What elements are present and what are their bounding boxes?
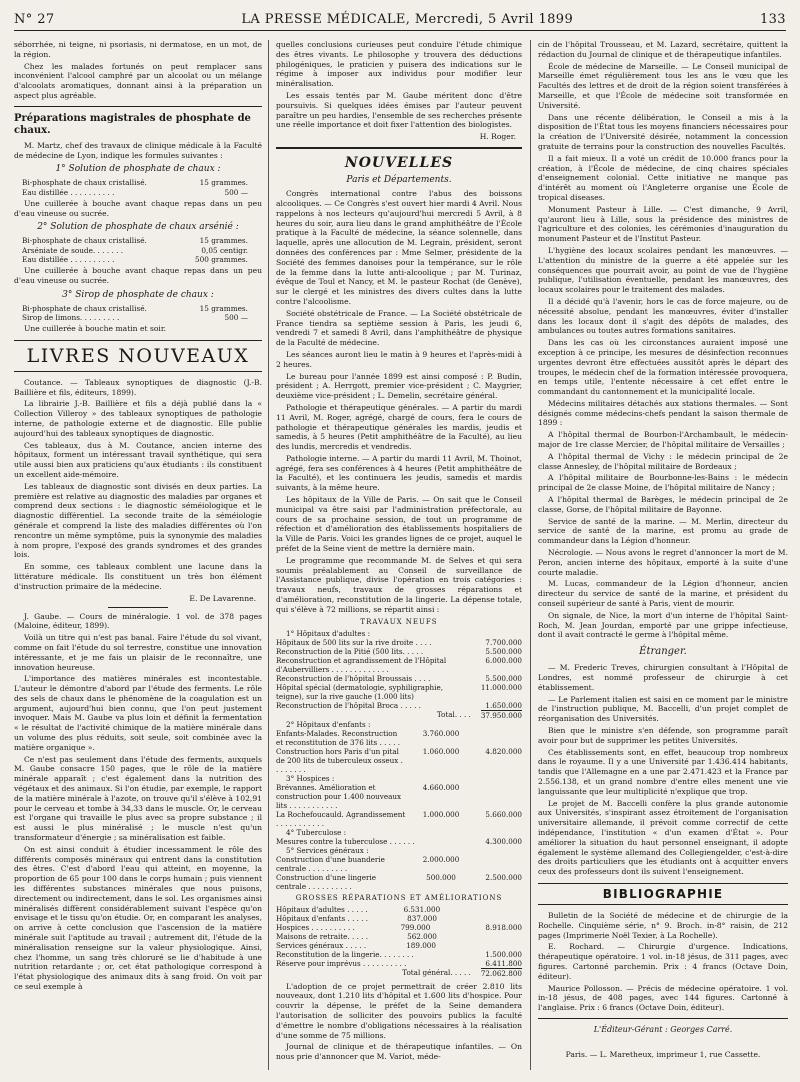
table-value: 4.820.000 bbox=[485, 746, 522, 756]
table-total-value: 37.950.000 bbox=[480, 710, 522, 720]
formula-ingredient: Bi-phosphate de chaux cristallisé. bbox=[22, 303, 147, 313]
formula bbox=[22, 304, 262, 322]
section-rule bbox=[276, 147, 522, 149]
table-value bbox=[476, 932, 522, 941]
table-value bbox=[476, 905, 522, 914]
table-row bbox=[276, 656, 522, 674]
news-item: Les hôpitaux de la Ville de Paris. — On sait que le Conseil municipal va être saisi par l'administration préfectorale, au cours de sa prochaine session, de tout un programme de réfection et d'amélioration des établissements hospitaliers de la Ville de Paris. Voici les grandes lignes de ce projet, auquel le préfet de la Seine vient de mettre la dernière main. bbox=[276, 495, 522, 554]
table-value: 1.060.000 bbox=[422, 746, 460, 756]
news-item: Pathologie interne. — A partir du mardi 11 Avril, M. Thoinot, agrégé, fera ses conférences à 4 heures (Petit amphithéâtre de la Faculté), et les continuera les jeudis, samedis et mardis suivants, à la même heure. bbox=[276, 453, 522, 493]
bibliography-entry: Maurice Pollosson. — Précis de médecine opératoire. 1 vol. in-18 jésus, de 408 pages, avec 144 figures. Cartonné à l'anglaise. Prix : 6 francs (Octave Doin, éditeur). bbox=[538, 983, 788, 1013]
news-item: Pathologie et thérapeutique générales. — A partir du mardi 11 Avril, M. Roger, agrégé, chargé de cours, fera le cours de pathologie et thérapeutique générales les mardis, jeudis et samedis, à 5 heures (Petit amphithéâtre de la Faculté), au lieu des lundis, mercredis et vendredis. bbox=[276, 402, 522, 452]
formula-note: Une cuillerée à bouche matin et soir. bbox=[24, 323, 167, 333]
table-value bbox=[476, 914, 522, 923]
formula-amount: 15 grammes. bbox=[199, 303, 248, 313]
table-section: 4° Tuberculose : bbox=[286, 827, 347, 837]
table-label: Reconstitution de la lingerie. . . . . . . . bbox=[276, 949, 414, 959]
table-value: 5.660.000 bbox=[485, 809, 522, 819]
table-value: 3.760.000 bbox=[422, 728, 460, 738]
news-item: Le bureau pour l'année 1899 est ainsi composé : P. Budin, président ; A. Herrgott, premier vice-président ; C. Maygrier, deuxième vice-président ; L. Demelin, secrétaire général. bbox=[276, 371, 522, 401]
review-paragraph: On est ainsi conduit à étudier incessamment le rôle des différents composés minéraux qui entrent dans la constitution des êtres. C'est d'abord l'eau qui atteint, en moyenne, la proportion de 65 pour 100 dans le corps humain ; puis viennent les différentes substances minérales que nous puisons, directement ou indirectement, dans le sol. Les organismes ainsi minéralisés diffèrent considérablement suivant l'espèce qu'on envisage et le tissu qu'on étudie. Or, en comparant les analyses, on arrive à cette conclusion que l'ascension de la matière minérale suit l'aptitude au travail ; autrement dit, l'étude de la minéralisation renseigne sur la valeur physiologique. Ainsi, chez l'homme, un sang très chloruré se lie d'habitude à une nutrition retardante ; or, cet état pathologique correspond à l'état physiologique des animaux dits à sang froid. On voit par ce seul exemple à bbox=[14, 844, 262, 991]
table-label: La Rochefoucauld. Agrandissement . . . . . . . . . . . bbox=[276, 809, 406, 828]
table-value: 2.000.000 bbox=[422, 854, 460, 864]
table-value: 1.650.000 bbox=[485, 700, 522, 710]
table-row bbox=[276, 941, 522, 950]
table-label: Construction hors Paris d'un pital de 200 lits de tuberculeux osseux . . . . . . . . bbox=[276, 746, 403, 774]
table-total-label: Total. . . . bbox=[436, 709, 471, 719]
table-row bbox=[276, 855, 522, 873]
table-value: 500.000 bbox=[426, 872, 456, 882]
review-paragraph: Les tableaux de diagnostic sont divisés en deux parties. La première est relative au diagnostic des maladies par organes et comprend deux sections : le diagnostic séméiologique et le diagnostic différentiel. La seconde traite de la séméiologie générale et comprend la liste des maladies différentes où l'on rencontre un même symptôme, puis la synonymie des maladies à nom propre, l'exposé des grands syndromes et des grandes lois. bbox=[14, 481, 262, 560]
formula-ingredient: Eau distillée . . . . . . . . . . bbox=[22, 254, 115, 264]
table-label: Reconstruction de l'hôpital Broussais . . . . bbox=[276, 673, 431, 683]
table-value: 4.300.000 bbox=[485, 836, 522, 846]
table-row bbox=[276, 701, 522, 710]
bibliography-entry: E. Rochard. — Chirurgie d'urgence. Indications, thérapeutique opératoire. 1 vol. in-18 jésus, de 311 pages, avec figures. Cartonné parchemin. Prix : 4 francs (Octave Doin, éditeur). bbox=[538, 942, 788, 981]
table-row bbox=[276, 923, 522, 932]
table-value: 6.000.000 bbox=[485, 655, 522, 665]
formula-note: Une cuillerée à bouche avant chaque repas dans un peu d'eau vineuse ou sucrée. bbox=[14, 265, 262, 285]
formula-ingredient: Bi-phosphate de chaux cristallisé. bbox=[22, 178, 147, 188]
news-item: On signale, de Nice, la mort d'un interne de l'hôpital Saint-Roch, M. Jean Jourdan, emporté par une grippe infectieuse, dont il avait contracté le germe à l'hôpital même. bbox=[538, 610, 788, 640]
table-value bbox=[476, 855, 522, 873]
table-total-label: Total général. . . . . bbox=[402, 967, 471, 977]
table-label: Services généraux . . . . . bbox=[276, 940, 367, 950]
table-value: 4.660.000 bbox=[422, 782, 460, 792]
table-value: 6.411.800 bbox=[485, 958, 522, 968]
table-label: Hôpitaux d'enfants . . . . . bbox=[276, 913, 369, 923]
section-heading: Préparations magistrales de phosphate de chaux. bbox=[14, 112, 251, 136]
formula-note: Une cuillerée à bouche avant chaque repas dans un peu d'eau vineuse ou sucrée. bbox=[14, 198, 262, 218]
review-paragraph: L'importance des matières minérales est incontestable. L'auteur le démontre d'abord par l'étude des ferments. Le rôle des sels de chaux dans le phénomène de la coagulation est un argument, aujourd'hui bien connu, que l'on peut justement invoquer. Mais M. Gaube va plus loin et définit la fermentation « le résultat de l'activité chimique de la matière minérale dans un volume des plus réduits, soit seule, soit combinée avec la matière organique ». bbox=[14, 674, 262, 752]
separator bbox=[108, 607, 168, 608]
news-item: Les séances auront lieu le matin à 9 heures et l'après-midi à 2 heures. bbox=[276, 349, 522, 369]
subsection-heading: Paris et Départements. bbox=[346, 175, 452, 186]
formula-amount: 500 — bbox=[224, 187, 248, 197]
news-item: École de médecine de Marseille. — Le Conseil municipal de Marseille émet régulièrement tous les ans le vœu que les Facultés des lettres et de droit de la région soient transférées à Marseille, et que l'École de médecine soit transformée en Université. bbox=[538, 61, 788, 110]
news-item: A l'hôpital thermal de Bourbon-l'Archambault, le médecin-major de 1re classe Mercier, de l'hôpital militaire de Versailles ; bbox=[538, 430, 788, 450]
nouvelles-heading: NOUVELLES bbox=[344, 155, 454, 172]
table-value: 5.500.000 bbox=[485, 646, 522, 656]
table-label: Construction d'une lingerie centrale . . . . . . . . . . bbox=[276, 872, 376, 891]
table-value: 1.000.000 bbox=[422, 809, 460, 819]
paragraph: Chez les malades fortunés on peut remplacer sans inconvénient l'alcool camphré par un alcoolat ou un mélange d'alcoolats aromatiques, donnant ainsi à la préparation un aspect plus agréable. bbox=[14, 61, 262, 100]
formula-ingredient: Sirop de limons. . . . . . . . . bbox=[22, 312, 120, 322]
table-title: TRAVAUX NEUFS bbox=[360, 617, 438, 626]
livres-nouveaux-heading: LIVRES NOUVEAUX bbox=[14, 340, 262, 372]
formula-amount: 15 grammes. bbox=[199, 236, 248, 246]
formula-amount: 500 — bbox=[224, 312, 248, 322]
table-label: Brévannes. Amélioration et construction pour 1.400 nouveaux lits . . . . . . . . . . . bbox=[276, 782, 402, 810]
table-row bbox=[276, 747, 522, 774]
printer-line: Paris. — L. Maretheux, imprimeur 1, rue Cassette. bbox=[565, 1050, 761, 1059]
table-section: 3° Hospices : bbox=[286, 773, 335, 783]
section-rule bbox=[14, 106, 262, 107]
review-paragraph: Ces tableaux, dus à M. Coutance, ancien interne des hôpitaux, forment un intéressant travail synthétique, qui sera utile aussi bien aux praticiens qu'aux étudiants : ils constituent un excellent aide-mémoire. bbox=[14, 440, 262, 479]
formula-amount: 0,05 centigr. bbox=[201, 245, 248, 255]
column-divider bbox=[268, 40, 269, 1070]
table-label: Hôpital spécial (dermatologie, syphiligraphie, teigne), sur la rive gauche (1.000 lits) bbox=[276, 682, 444, 701]
table-value: 837.000 bbox=[407, 913, 437, 923]
header-rule bbox=[14, 30, 786, 31]
paragraph: M. Martz, chef des travaux de clinique médicale à la Faculté de médecine de Lyon, indique les formules suivantes : bbox=[14, 140, 262, 160]
bibliography-entry: Bulletin de la Société de médecine et de chirurgie de la Rochelle. Cinquième série, n° 9. Broch. in-8° raisin, de 212 pages (Imprimerie Noël Texier, à La Rochelle). bbox=[538, 910, 788, 940]
table-value: 2.500.000 bbox=[485, 872, 522, 882]
table-label: Hospices . . . . . . . . . . bbox=[276, 922, 355, 932]
bibliographie-heading: BIBLIOGRAPHIE bbox=[538, 883, 788, 905]
review-paragraph: Ce n'est pas seulement dans l'étude des ferments, auxquels M. Gaube consacre 150 pages, que le rôle de la matière minérale apparaît ; c'est également dans la nutrition des végétaux et des animaux. Si l'on étudie, par exemple, le rapport de la matière minérale à l'azote, on trouve qu'il s'élève à 102,91 pour le cerveau et tombe à 34,33 dans le muscle. Or, le cerveau est l'organe qui travaille le plus avec sa propre substance ; il est aussi le plus minéralisé ; le muscle n'est qu'un transformateur d'énergie ; sa minéralisation est faible. bbox=[14, 754, 262, 843]
paragraph: Les essais tentés par M. Gaube méritent donc d'être poursuivis. Si quelques idées émises par l'auteur peuvent paraître un peu hardies, l'ensemble de ses recherches présente une réelle importance et doit fixer l'attention des biologistes. bbox=[276, 90, 522, 130]
review-paragraph: La librairie J.-B. Baillière et fils a déjà publié dans la « Collection Villeroy » des tableaux synoptiques de pathologie interne, de pathologie externe et de diagnostic. Elle publie aujourd'hui des tableaux synoptiques de diagnostic. bbox=[14, 399, 262, 438]
table-value: 1.500.000 bbox=[485, 949, 522, 959]
table-label: Reconstruction et agrandissement de l'Hôpital d'Aubervilliers . . . . . . . . . . . . . bbox=[276, 655, 447, 674]
table-label: Hôpitaux de 500 lits sur la rive droite . . . . bbox=[276, 637, 432, 647]
table-label: Maisons de retraite. . . . . bbox=[276, 931, 369, 941]
review-paragraph: J. Gaube. — Cours de minéralogie. 1 vol. de 378 pages (Maloine, éditeur, 1899). bbox=[14, 611, 262, 631]
review-paragraph: En somme, ces tableaux comblent une lacune dans la littérature médicale. Ils constituent un très bon élément d'instruction primaire de la médecine. bbox=[14, 562, 262, 591]
news-item: L'adoption de ce projet permettrait de créer 2.810 lits nouveaux, dont 1.210 lits d'hôpital et 1.600 lits d'hospice. Pour couvrir la dépense, le préfet de la Seine demandera l'autorisation de solliciter des pouvoirs publics la faculté d'émettre le nombre d'obligations nécessaires à la réalisation d'une somme de 75 millions. bbox=[276, 981, 522, 1040]
formula-ingredient: Bi-phosphate de chaux cristallisé. bbox=[22, 236, 147, 246]
table-label: Construction d'une buanderie centrale . . . . . . . . . bbox=[276, 854, 385, 873]
table-row bbox=[276, 783, 522, 810]
formula-title: 3° Sirop de phosphate de chaux : bbox=[62, 289, 214, 300]
table-value: 11.000.000 bbox=[480, 682, 522, 692]
table-section: 1° Hôpitaux d'adultes : bbox=[286, 628, 371, 638]
news-item: Dans les cas où les circonstances auraient imposé une exception à ce principe, les mesures de désinfection reconnues urgentes devront être effectuées aussitôt après le départ des troupes, le médecin chef de la formation intéressée provoquera, en temps utile, l'entente nécessaire à cet effet entre le commandant du cantonnement et la municipalité locale. bbox=[538, 338, 788, 397]
repairs-table bbox=[276, 905, 522, 978]
table-label: Reconstruction de la Pitié (500 lits. . . . . bbox=[276, 646, 424, 656]
news-item: M. Lucas, commandeur de la Légion d'honneur, ancien directeur du service de santé de la marine, et président du conseil supérieur de santé à Paris, vient de mourir. bbox=[538, 579, 788, 609]
news-item: cin de l'hôpital Trousseau, et M. Lazard, secrétaire, quittent la rédaction du Journal de clinique et de thérapeutique infantiles. bbox=[538, 40, 788, 59]
news-item: L'hygiène des locaux scolaires pendant les manœuvres. — L'attention du ministre de la guerre a été appelée sur les conséquences que pourrait avoir, au point de vue de l'hygiène publique, l'utilisation éventuelle, pendant les manœuvres, des locaux scolaires pour le traitement des malades. bbox=[538, 245, 788, 295]
table-value: 7.700.000 bbox=[485, 637, 522, 647]
formula-ingredient: Arséniate de soude. . . . . . . bbox=[22, 245, 124, 255]
table-row bbox=[276, 932, 522, 941]
news-item: Société obstétricale de France. — La Société obstétricale de France tiendra sa septième session à Paris, les jeudi 6, vendredi 7 et samedi 8 Avril, dans l'amphithéâtre de physique de la Faculté de médecine. bbox=[276, 308, 522, 348]
budget-table bbox=[276, 629, 522, 891]
table-total bbox=[276, 968, 522, 978]
news-item: Bien que le ministre s'en défende, son programme paraît avoir pour but de supprimer les petites Universités. bbox=[538, 726, 788, 745]
news-item: — M. Frederic Treves, chirurgien consultant à l'Hôpital de Londres, est nommé professeur de chirurgie à cet établissement. bbox=[538, 663, 788, 692]
news-item: Ces établissements sont, en effet, beaucoup trop nombreux dans le royaume. Il y a une Université par 1.436.414 habitants, tandis que l'Allemagne en a une par 2.471.423 et la France par 2.556.138, et un grand nombre d'entre elles menent une vie languissante que leur multiplicité n'explique que trop. bbox=[538, 747, 788, 796]
table-row bbox=[276, 905, 522, 914]
table-row bbox=[276, 914, 522, 923]
column-divider bbox=[530, 40, 531, 1070]
news-item: Monument Pasteur à Lille. — C'est dimanche, 9 Avril, qu'auront lieu à Lille, sous la présidence des ministres de l'agriculture et des colonies, les cérémonies d'inauguration du monument Pasteur et de l'Institut Pasteur. bbox=[538, 204, 788, 244]
table-label: Reconstruction de l'hôpital Broca . . . . . bbox=[276, 700, 421, 710]
news-item: Congrès international contre l'abus des boissons alcooliques. — Ce Congrès s'est ouvert hier mardi 4 Avril. Nous rappelons à nos lecteurs qu'aujourd'hui mercredi 5 Avril, à 8 heures du soir, aura lieu dans le grand amphithéâtre de l'École pratique à la Faculté de médecine, la séance solennelle, dans laquelle, après une allocution de M. Legrain, président, seront données des conférences par : Mme Selmer, présidente de la Société des femmes danoises pour la tempérance, sur le rôle de la femme dans la lutte anti-alcoolique ; par M. Turinaz, évêque de Toul et Nancy, et M. le pasteur Rochat (de Genève), sur le clergé et les ministres des divers cultes dans la lutte contre l'alcoolisme. bbox=[276, 189, 522, 306]
table-total-value: 72.062.800 bbox=[480, 968, 522, 978]
newspaper-title: LA PRESSE MÉDICALE, Mercredi, 5 Avril 1899 bbox=[241, 11, 574, 27]
formula-title: 1° Solution de phosphate de chaux : bbox=[55, 164, 221, 175]
table-row bbox=[276, 729, 522, 747]
column-2 bbox=[276, 40, 522, 1064]
table-section: 5° Services généraux : bbox=[286, 845, 369, 855]
table-row bbox=[276, 647, 522, 656]
table-label: Mesures contre la tuberculose . . . . . . bbox=[276, 836, 415, 846]
news-item: Journal de clinique et de thérapeutique infantiles. — On nous prie d'annoncer que M. Variot, méde- bbox=[276, 1042, 522, 1062]
news-item: Le programme que recommande M. de Selves et qui sera soumis préalablement au Conseil de surveillance de l'Assistance publique, divise l'opération en trois catégories : travaux neufs, travaux de grosses réparations et d'amélioration, reconstitution de la lingerie. La dépense totale, qui s'élève à 72 millions, se répartit ainsi : bbox=[276, 555, 522, 614]
table-value: 799.000 bbox=[400, 922, 431, 932]
page-header bbox=[14, 10, 786, 28]
table-row bbox=[276, 683, 522, 701]
table-row bbox=[276, 950, 522, 959]
table-value bbox=[476, 729, 522, 747]
table-value: 189.000 bbox=[406, 940, 436, 950]
table-row bbox=[276, 959, 522, 968]
formula bbox=[22, 178, 262, 196]
table-row bbox=[276, 810, 522, 828]
formula-amount: 15 grammes. bbox=[199, 178, 248, 188]
news-item: A l'hôpital thermal de Vichy : le médecin principal de 2e classe Annesley, de l'hôpital militaire de Bordeaux ; bbox=[538, 451, 788, 471]
table-value: 8.918.000 bbox=[485, 922, 522, 932]
review-paragraph: Coutance. — Tableaux synoptiques de diagnostic (J.-B. Baillière et fils, éditeurs, 1899). bbox=[14, 377, 262, 397]
table-row bbox=[276, 837, 522, 846]
paragraph: séborrhée, ni teigne, ni psoriasis, ni dermatose, en un mot, de la région. bbox=[14, 40, 262, 59]
column-1 bbox=[14, 40, 262, 994]
news-item: Il a décidé qu'à l'avenir, hors le cas de force majeure, ou de nécessité absolue, pendant les manœuvres, éviter d'installer dans les locaux dont il s'agit des dépôts de malades, des ambulances ou toutes autres formations sanitaires. bbox=[538, 296, 788, 336]
table-label: Hôpitaux d'adultes . . . . . bbox=[276, 904, 368, 914]
table-value: 562.000 bbox=[407, 931, 437, 941]
formula-title: 2° Solution de phosphate de chaux arsénié : bbox=[37, 222, 239, 233]
news-item: Il a fait mieux. Il a voté un crédit de 10.000 francs pour la création, à l'École de médecine, de cinq chaires spéciales d'enseignement colonial. Cette initiative ne manque pas d'intérêt au moment où l'Angleterre organise une École de tropical diseases. bbox=[538, 153, 788, 202]
editor-line: L'Éditeur-Gérant : Georges Carré. bbox=[593, 1024, 733, 1034]
table-title: GROSSES RÉPARATIONS ET AMÉLIORATIONS bbox=[295, 893, 503, 902]
table-label: Enfants-Malades. Reconstruction et reconstitution de 376 lits . . . . . bbox=[276, 728, 401, 747]
separator bbox=[538, 1018, 788, 1019]
review-paragraph: Voilà un titre qui n'est pas banal. Faire l'étude du sol vivant, comme on fait l'étude du sol terrestre, constitue une innovation intéressante, et je me fais un plaisir de le reconnaître, une innovation heureuse. bbox=[14, 633, 262, 672]
news-item: Service de santé de la marine. — M. Merlin, directeur du service de santé de la marine, est promu au grade de commandeur dans la Légion d'honneur. bbox=[538, 516, 788, 546]
table-section: 2° Hôpitaux d'enfants : bbox=[286, 719, 371, 729]
review-signature: E. De Lavarenne. bbox=[189, 593, 256, 603]
formula bbox=[22, 236, 262, 264]
news-item: Dans une récente délibération, le Conseil a mis à la disposition de l'État tous les moyens financiers nécessaires pour la création de l'Université désirée, notamment la concession gratuite de terrains pour la construction des nouvelles Facultés. bbox=[538, 112, 788, 151]
news-item: Médecins militaires détachés aux stations thermales. — Sont désignés comme médecins-chefs pendant la saison thermale de 1899 : bbox=[538, 398, 788, 428]
review-signature: H. Roger. bbox=[479, 132, 516, 142]
table-value bbox=[476, 941, 522, 950]
table-row bbox=[276, 638, 522, 647]
paragraph: quelles conclusions curieuses peut conduire l'étude chimique des êtres vivants. Le philosophe y trouvera des déductions philogéniques, le praticien y puisera des indications sur le régime à imposer aux individus pour modifier leur minéralisation. bbox=[276, 40, 522, 89]
page-number: 133 bbox=[759, 11, 786, 27]
news-item: Le projet de M. Baccelli confère la plus grande autonomie aux Universités, s'inspirant assez étroitement de l'organisation universitaire allemande, il prévoit comme correctif de cette indépendance, l'institution « d'un examen d'État ». Pour améliorer la situation du haut personnel enseignant, il adopte également le système allemand des Collegiengelder, c'est-à-dire des droits particuliers que les étudiants ont à acquitter envers ceux des professeurs dont ils suivent l'enseignement. bbox=[538, 798, 788, 877]
table-row bbox=[276, 674, 522, 683]
table-row bbox=[276, 873, 522, 891]
table-label: Réserve pour imprévus . . . . . . . . . . bbox=[276, 958, 407, 968]
news-item: A l'hôpital militaire de Bourbonne-les-Bains : le médecin principal de 2e classe Moine, de l'hôpital militaire de Nancy ; bbox=[538, 473, 788, 493]
formula-ingredient: Eau distillée . . . . . . . . . . bbox=[22, 187, 115, 197]
table-total bbox=[276, 710, 522, 720]
table-value: 5.500.000 bbox=[485, 673, 522, 683]
table-value: 6.531.000 bbox=[403, 904, 441, 914]
news-item: — Le Parlement italien est saisi en ce moment par le ministre de l'instruction publique, M. Baccelli, d'un projet complet de réorganisation des Universités. bbox=[538, 694, 788, 724]
table-value bbox=[476, 783, 522, 810]
subsection-heading: Étranger. bbox=[639, 646, 687, 658]
issue-number: N° 27 bbox=[14, 11, 55, 27]
news-item: Nécrologie. — Nous avons le regret d'annoncer la mort de M. Peron, ancien interne des hôpitaux, emporté à la suite d'une courte maladie. bbox=[538, 548, 788, 577]
column-3 bbox=[538, 40, 788, 1036]
formula-amount: 500 grammes. bbox=[195, 254, 248, 264]
news-item: A l'hôpital thermal de Barèges, le médecin principal de 2e classe, Gorse, de l'hôpital militaire de Bayonne. bbox=[538, 495, 788, 514]
